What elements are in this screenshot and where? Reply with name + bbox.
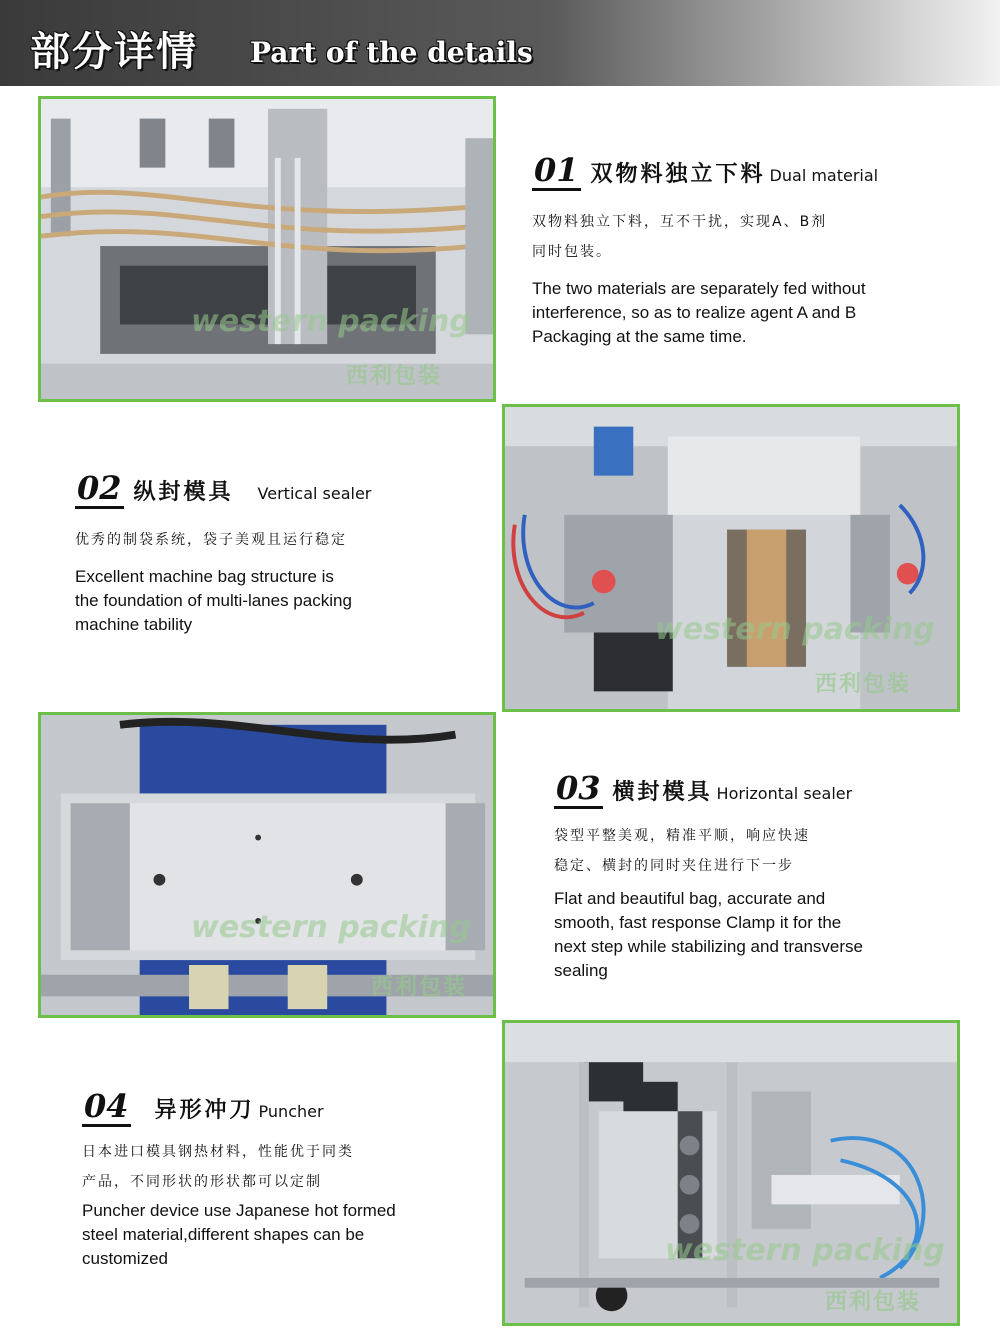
watermark-en: western packing [191,304,471,339]
section-desc-en-line: interference, so as to realize agent A and B [532,303,857,322]
section-desc-cn-line: 稳定、横封的同时夹住进行下一步 [554,858,794,874]
section-title-en: Vertical sealer [257,484,372,503]
photo-vertical-sealer [502,404,960,712]
section-desc-en-line: steel material,different shapes can be [82,1225,365,1244]
section-desc-cn-line: 产品，不同形状的形状都可以定制 [82,1174,322,1190]
section-number: 03 [556,769,601,807]
section-desc-en-line: The two materials are separately fed without [532,279,866,298]
section-desc-en-line: next step while stabilizing and transverse [554,937,863,956]
section-01 [532,152,992,349]
section-title-en: Dual material [769,166,879,185]
section-number: 04 [84,1087,129,1125]
section-title-en: Puncher [258,1102,324,1121]
section-number: 01 [534,151,579,189]
watermark-cn: 西利包装 [815,672,912,697]
section-02 [75,470,495,637]
photo-puncher [502,1020,960,1326]
section-desc-en-line: Packaging at the same time. [532,327,747,346]
section-desc-en-line: customized [82,1249,168,1268]
section-title-cn: 横封模具 [612,780,713,805]
header-title-en: Part of the details [250,36,533,69]
section-desc-cn-line: 优秀的制袋系统，袋子美观且运行稳定 [75,532,347,548]
watermark-en: western packing [655,612,935,647]
section-title-cn: 纵封模具 [133,480,234,505]
section-desc-cn-line: 同时包装。 [532,244,612,260]
section-title-cn: 双物料独立下料 [590,162,766,187]
watermark-cn: 西利包装 [371,975,468,1000]
section-desc-en-line: the foundation of multi-lanes packing [75,591,352,610]
section-desc-en-line: sealing [554,961,608,980]
watermark-en: western packing [665,1233,945,1268]
photo-dual-material [38,96,496,402]
section-desc-cn-line: 袋型平整美观，精准平顺，响应快速 [554,828,810,844]
section-title-cn: 异形冲刀 [154,1098,255,1123]
section-desc-en-line: Puncher device use Japanese hot formed [82,1201,396,1220]
section-title-en: Horizontal sealer [716,784,853,803]
header-banner [0,0,1000,86]
watermark-cn: 西利包装 [346,364,443,389]
photo-horizontal-sealer [38,712,496,1018]
section-desc-cn-line: 日本进口模具钢热材料，性能优于同类 [82,1144,354,1160]
section-03 [554,770,974,983]
section-desc-en-line: Excellent machine bag structure is [75,567,334,586]
section-desc-en-line: Flat and beautiful bag, accurate and [554,889,826,908]
section-desc-cn-line: 双物料独立下料，互不干扰，实现A、B剂 [532,214,828,230]
watermark-cn: 西利包装 [825,1290,922,1315]
section-desc-en-line: machine tability [75,615,193,634]
header-title-cn: 部分详情 [30,28,198,75]
section-number: 02 [77,469,122,507]
section-desc-en-line: smooth, fast response Clamp it for the [554,913,842,932]
watermark-en: western packing [191,910,471,945]
section-04 [82,1088,492,1271]
